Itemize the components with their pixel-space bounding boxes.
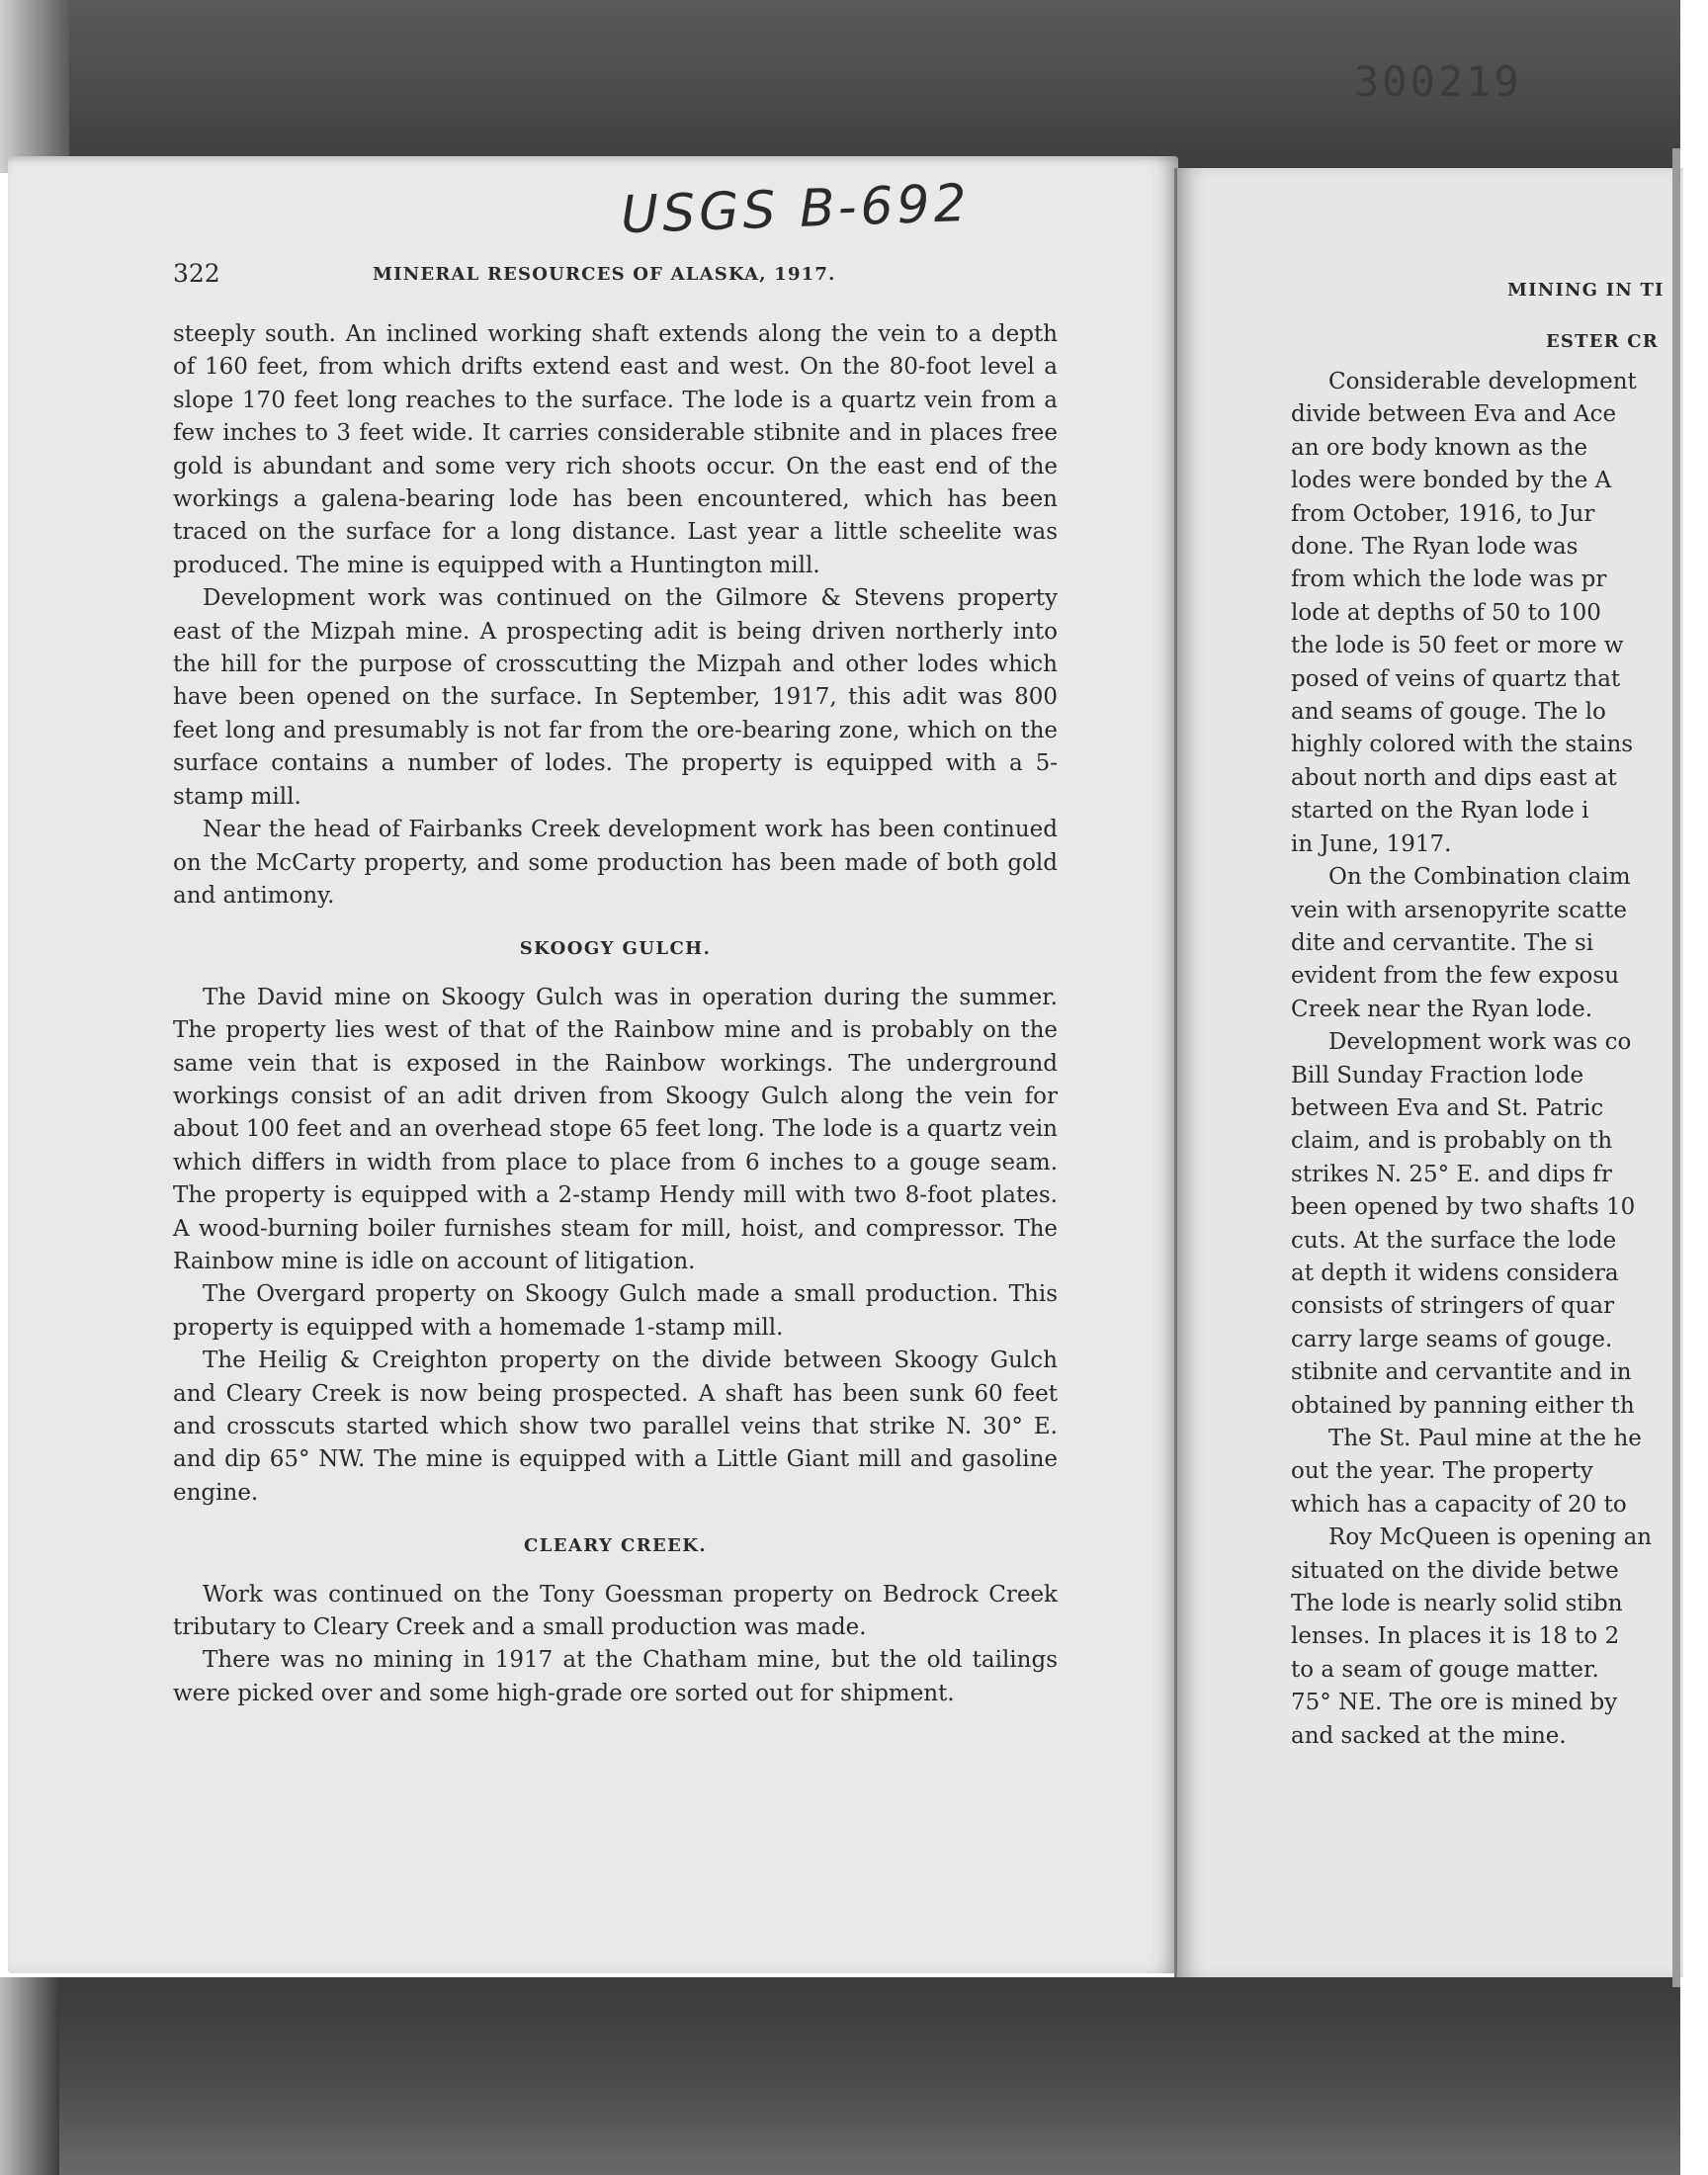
scan-bottom-border [0, 1977, 1680, 2175]
right-section-heading: ESTER CR [1546, 331, 1659, 352]
right-text-column [1291, 366, 1680, 1753]
right-text-line: lodes were bonded by the A [1291, 468, 1612, 494]
right-text-line: the lode is 50 feet or more w [1291, 633, 1624, 659]
left-text-column [173, 318, 1058, 1710]
paragraph: The David mine on Skoogy Gulch was in operation during the summer. The property lies west of that of the Rainbow mine and is probably on the same vein that is exposed in the Rainbow workings. The underground workings consist of an adit driven from Skoogy Gulch along the vein for about 100 feet and an overhead stope 65 feet long. The lode is a quartz vein which differs in width from place to place from 6 inches to a gouge seam. The property is equipped with a 2-stamp Hendy mill with two 8-foot plates. A wood-burning boiler furnishes steam for mill, hoist, and compressor. The Rainbow mine is idle on account of litigation. [173, 984, 1058, 1274]
right-text-line: at depth it widens considera [1291, 1260, 1619, 1286]
right-text-line: Bill Sunday Fraction lode [1291, 1062, 1584, 1088]
right-text-line: evident from the few exposu [1291, 963, 1620, 990]
paragraph: Work was continued on the Tony Goessman property on Bedrock Creek tributary to Cleary Creek and a small production was made. [173, 1581, 1058, 1641]
right-text-line: started on the Ryan lode i [1291, 798, 1589, 825]
right-text-line: lode at depths of 50 to 100 [1291, 599, 1601, 626]
page-number: 322 [173, 259, 220, 288]
right-text-line: an ore body known as the [1291, 434, 1588, 461]
right-text-line: The lode is nearly solid stibn [1291, 1591, 1623, 1617]
right-text-line: dite and cervantite. The si [1291, 929, 1594, 956]
right-text-line: consists of stringers of quar [1291, 1293, 1615, 1320]
paragraph: Near the head of Fairbanks Creek development work has been continued on the McCarty property, and some production has been made of both gold and antimony. [173, 817, 1058, 909]
right-text-line: highly colored with the stains [1291, 732, 1634, 758]
right-text-line: between Eva and St. Patric [1291, 1094, 1604, 1121]
right-text-line: posed of veins of quartz that [1291, 665, 1621, 692]
right-text-line: Development work was co [1328, 1029, 1632, 1056]
handwritten-note: USGS B-692 [620, 173, 972, 246]
right-text-line: and seams of gouge. The lo [1291, 699, 1606, 726]
paragraph: There was no mining in 1917 at the Chatham mine, but the old tailings were picked over and some high-grade ore sorted out for shipment. [173, 1647, 1058, 1706]
right-text-line: stibnite and cervantite and in [1291, 1359, 1632, 1386]
right-text-line: The St. Paul mine at the he [1328, 1426, 1642, 1451]
right-text-line: Considerable development [1328, 369, 1637, 394]
right-text-line: out the year. The property [1291, 1458, 1593, 1485]
right-text-line: which has a capacity of 20 to [1291, 1491, 1627, 1518]
right-text-line: in June, 1917. [1291, 830, 1452, 857]
right-text-line: from October, 1916, to Jur [1291, 500, 1595, 527]
right-text-line: strikes N. 25° E. and dips fr [1291, 1161, 1612, 1187]
paragraph: steeply south. An inclined working shaft extends along the vein to a depth of 160 feet, from which drifts extend east and west. On the 80-foot level a slope 170 feet long reaches to the surface. The lode is a quartz vein from a few inches to 3 feet wide. It carries considerable stibnite and in places free gold is abundant and some very rich shoots occur. On the east end of the workings a galena-bearing lode has been encountered, which has been traced on the surface for a long distance. Last year a little scheelite was produced. The mine is equipped with a Huntington mill. [173, 321, 1058, 578]
right-text-line: lenses. In places it is 18 to 2 [1291, 1623, 1620, 1650]
right-text-line: 75° NE. The ore is mined by [1291, 1690, 1618, 1716]
section-heading-skoogy-gulch: SKOOGY GULCH. [519, 938, 712, 960]
right-text-line: Roy McQueen is opening an [1328, 1524, 1653, 1551]
right-text-line: situated on the divide betwe [1291, 1557, 1619, 1584]
right-running-head: MINING IN TI [1507, 280, 1665, 301]
scan-corner-code: 300219 [1354, 57, 1522, 106]
section-heading-cleary-creek: CLEARY CREEK. [523, 1535, 708, 1557]
right-text-line: to a seam of gouge matter. [1291, 1656, 1599, 1683]
paragraph: The Heilig & Creighton property on the divide between Skoogy Gulch and Cleary Creek is now being prospected. A shaft has been sunk 60 feet and crosscuts started which show two parallel veins that strike N. 30° E. and dip 65° NW. The mine is equipped with a Little Giant mill and gasoline engine. [173, 1348, 1058, 1506]
paragraph: The Overgard property on Skoogy Gulch made a small production. This property is equipped with a homemade 1-stamp mill. [173, 1281, 1058, 1341]
right-text-line: claim, and is probably on th [1291, 1128, 1613, 1155]
right-text-line: Creek near the Ryan lode. [1291, 996, 1593, 1022]
right-text-line: carry large seams of gouge. [1291, 1326, 1613, 1352]
right-text-line: been opened by two shafts 10 [1291, 1194, 1636, 1221]
right-text-line: about north and dips east at [1291, 764, 1617, 791]
right-text-line: divide between Eva and Ace [1291, 401, 1617, 428]
paragraph: Development work was continued on the Gilmore & Stevens property east of the Mizpah mine. A prospecting adit is being driven northerly into the hill for the purpose of crosscutting the Mizpah and other lodes which have been opened on the surface. In September, 1917, this adit was 800 feet long and presumably is not far from the ore-bearing zone, which on the surface contains a number of lodes. The property is equipped with a 5-stamp mill. [173, 585, 1058, 810]
running-head: MINERAL RESOURCES OF ALASKA, 1917. [373, 264, 836, 285]
right-text-line: done. The Ryan lode was [1291, 534, 1579, 561]
right-text-line: obtained by panning either th [1291, 1392, 1635, 1419]
right-text-line: and sacked at the mine. [1291, 1722, 1567, 1749]
scan-top-fade [0, 0, 69, 173]
right-text-line: from which the lode was pr [1291, 566, 1607, 593]
scan-bottom-fade [0, 1977, 59, 2175]
right-text-line: vein with arsenopyrite scatte [1291, 897, 1628, 923]
right-text-line: On the Combination claim [1328, 864, 1631, 891]
right-text-line: cuts. At the surface the lode [1291, 1227, 1617, 1254]
